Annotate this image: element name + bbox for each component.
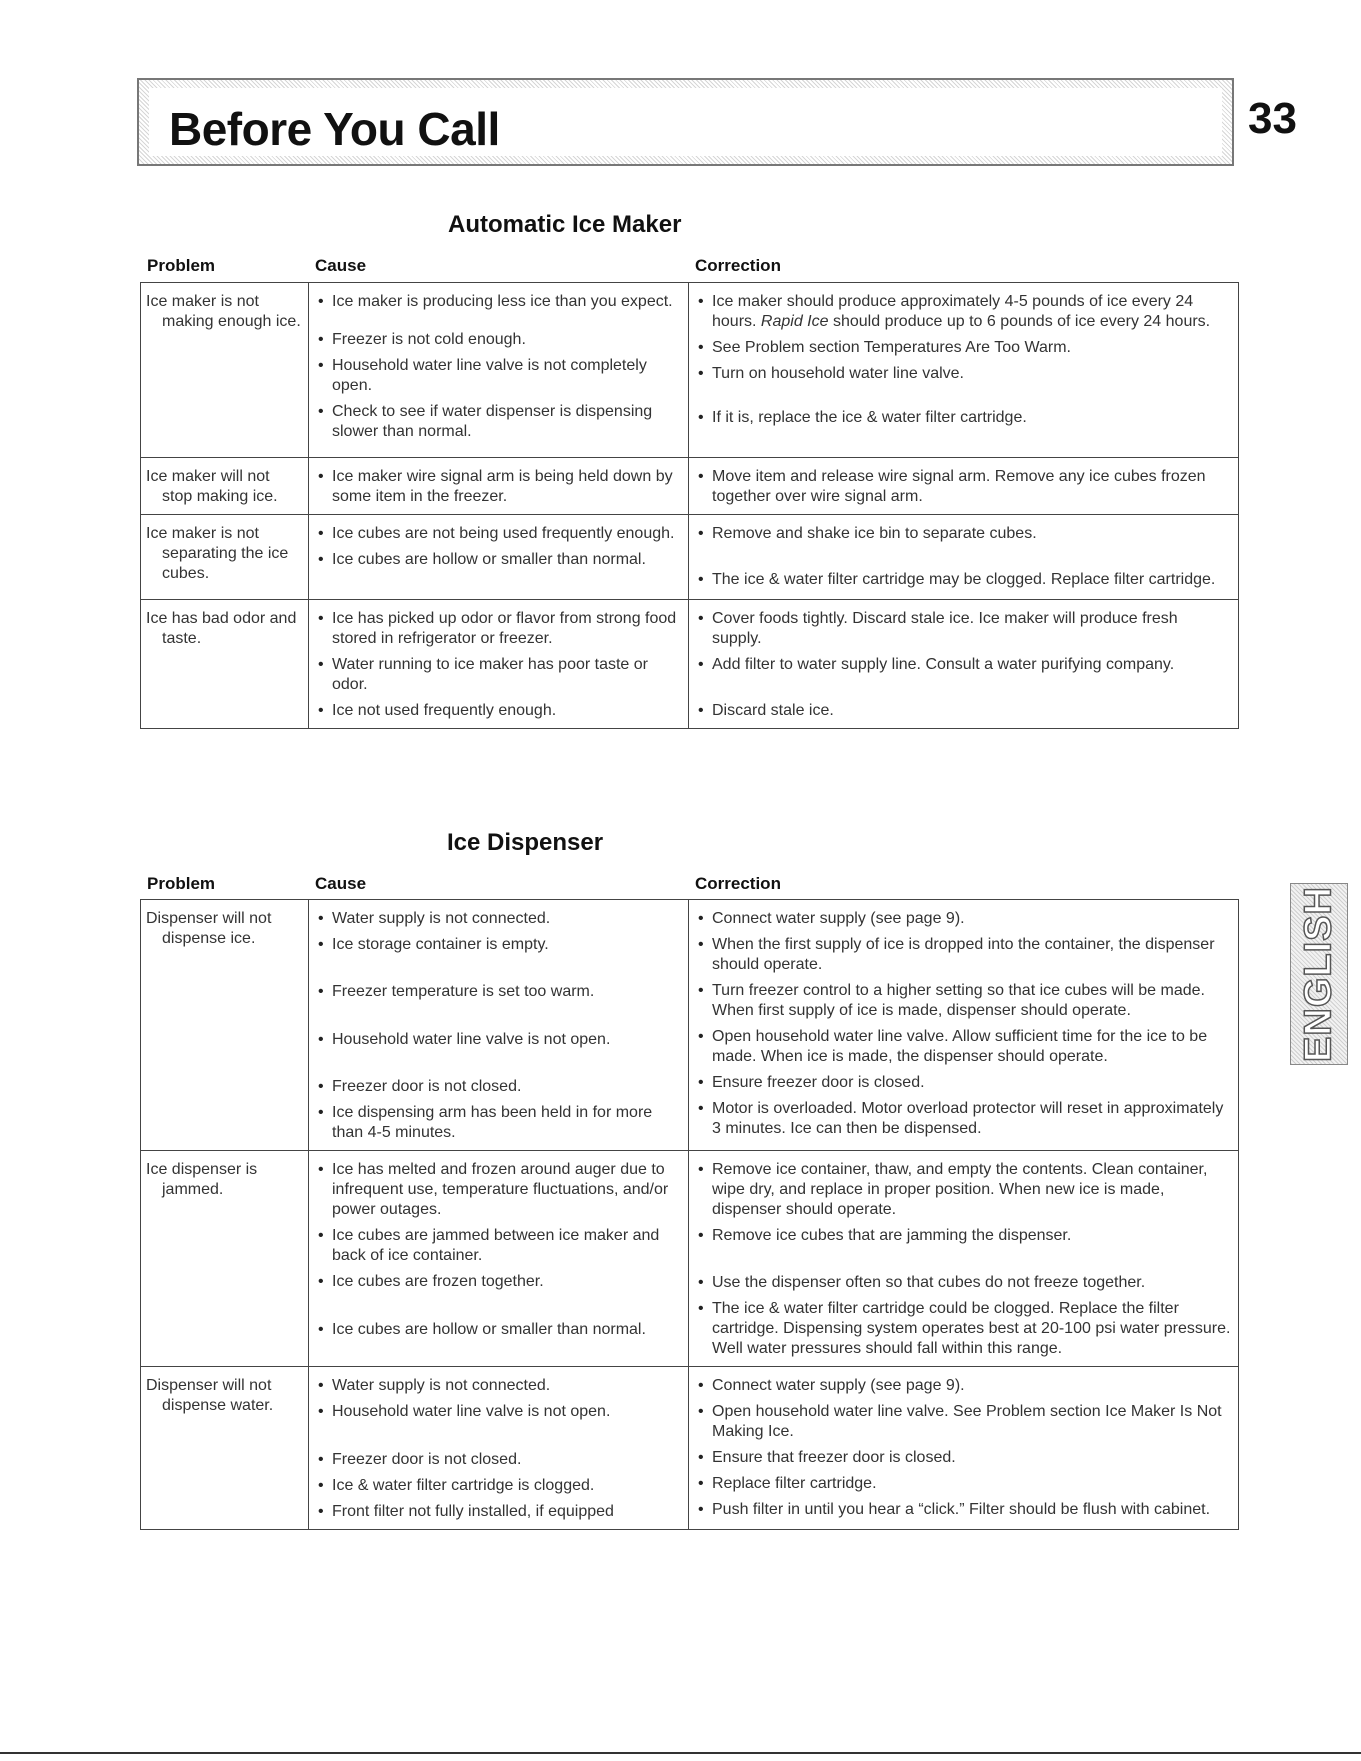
problem-text: Ice maker is not separating the ice cubes. — [146, 525, 289, 582]
cause-item: • Ice storage container is empty. — [316, 935, 681, 955]
cause-item: • Ice cubes are not being used frequently enough. — [316, 524, 681, 544]
page-number: 33 — [1248, 94, 1297, 143]
correction-text: should produce up to 6 pounds of ice every 24 hours. — [832, 313, 1211, 330]
ice-dispenser-table — [140, 899, 1239, 1530]
correction-cell — [689, 1151, 1239, 1367]
cause-item: • Water running to ice maker has poor taste or odor. — [316, 655, 681, 695]
cause-item: • Household water line valve is not open. — [316, 1030, 681, 1050]
table-row — [141, 458, 1239, 515]
cause-item: • Water supply is not connected. — [316, 1376, 681, 1396]
correction-item: • Turn on household water line valve. — [696, 364, 1231, 384]
correction-item: • Ensure freezer door is closed. — [696, 1073, 1231, 1093]
correction-item: • Use the dispenser often so that cubes do not freeze together. — [696, 1273, 1231, 1293]
cause-item: • Front filter not fully installed, if equipped — [316, 1502, 681, 1522]
cause-cell — [309, 900, 689, 1151]
correction-item: • Replace filter cartridge. — [696, 1474, 1231, 1494]
table-row — [141, 283, 1239, 458]
correction-item: • Remove ice container, thaw, and empty the contents. Clean container, wipe dry, and replace in proper position. When new ice is made, dispenser should operate. — [696, 1160, 1231, 1220]
page-header — [137, 78, 1234, 166]
cause-item: • Ice not used frequently enough. — [316, 701, 681, 721]
cause-cell — [309, 283, 689, 458]
correction-item: • Connect water supply (see page 9). — [696, 1376, 1231, 1396]
cause-item: • Ice maker is producing less ice than you expect. — [316, 292, 681, 312]
cause-item: • Ice cubes are hollow or smaller than normal. — [316, 550, 681, 570]
problem-text: Dispenser will not dispense ice. — [146, 910, 272, 947]
problem-cell — [141, 458, 309, 515]
table-row — [141, 600, 1239, 729]
correction-cell — [689, 600, 1239, 729]
language-tab-label: ENGLISH — [1297, 886, 1340, 1062]
correction-text: Ice maker should produce approximately 4-5 pounds of ice every 24 hours. — [712, 293, 1194, 330]
problem-cell — [141, 283, 309, 458]
table-row — [141, 1367, 1239, 1530]
cause-item: • Freezer door is not closed. — [316, 1077, 681, 1097]
cause-item: • Freezer door is not closed. — [316, 1450, 681, 1470]
correction-item: • Open household water line valve. See Problem section Ice Maker Is Not Making Ice. — [696, 1402, 1231, 1442]
correction-cell — [689, 458, 1239, 515]
cause-item: • Ice maker wire signal arm is being held down by some item in the freezer. — [316, 467, 681, 507]
rapid-ice-label: Rapid Ice — [760, 313, 829, 330]
cause-cell — [309, 1367, 689, 1530]
column-header-problem: Problem — [147, 874, 216, 893]
correction-item: • Ensure that freezer door is closed. — [696, 1448, 1231, 1468]
problem-text: Ice dispenser is jammed. — [146, 1161, 258, 1198]
correction-item: • Remove and shake ice bin to separate cubes. — [696, 524, 1231, 544]
problem-cell — [141, 600, 309, 729]
correction-item: • Turn freezer control to a higher setting so that ice cubes will be made. When first supply of ice is made, dispenser should operate. — [696, 981, 1231, 1021]
correction-cell — [689, 283, 1239, 458]
header-inner — [149, 88, 1222, 156]
correction-item: • Discard stale ice. — [696, 701, 1231, 721]
problem-text: Dispenser will not dispense water. — [146, 1377, 274, 1414]
cause-item: • Household water line valve is not open. — [316, 1402, 681, 1422]
section-title-ice-maker: Automatic Ice Maker — [448, 211, 682, 238]
cause-cell — [309, 1151, 689, 1367]
correction-item: • Move item and release wire signal arm. Remove any ice cubes frozen together over wire signal arm. — [696, 467, 1231, 507]
cause-item: • Ice cubes are frozen together. — [316, 1272, 681, 1292]
correction-item: • The ice & water filter cartridge could be clogged. Replace the filter cartridge. Dispensing system operates best at 20-100 psi water pressure. Well water pressures should fall within this range. — [696, 1299, 1231, 1359]
cause-item: • Ice has picked up odor or flavor from strong food stored in refrigerator or freezer. — [316, 609, 681, 649]
page-title: Before You Call — [169, 103, 500, 155]
correction-cell — [689, 1367, 1239, 1530]
correction-cell — [689, 900, 1239, 1151]
correction-item: • Open household water line valve. Allow sufficient time for the ice to be made. When ice is made, the dispenser should operate. — [696, 1027, 1231, 1067]
cause-item: • Ice has melted and frozen around auger due to infrequent use, temperature fluctuations, and/or power outages. — [316, 1160, 681, 1220]
correction-item: • The ice & water filter cartridge may be clogged. Replace filter cartridge. — [696, 570, 1231, 590]
column-header-cause: Cause — [315, 256, 367, 275]
column-header-correction: Correction — [695, 874, 781, 893]
correction-item: • Connect water supply (see page 9). — [696, 909, 1231, 929]
cause-item: • Ice cubes are hollow or smaller than normal. — [316, 1320, 681, 1340]
problem-cell — [141, 1151, 309, 1367]
cause-cell — [309, 600, 689, 729]
cause-item: • Household water line valve is not completely open. — [316, 356, 681, 396]
correction-item: • If it is, replace the ice & water filter cartridge. — [696, 408, 1231, 428]
correction-item: • Remove ice cubes that are jamming the dispenser. — [696, 1226, 1231, 1246]
correction-item — [696, 292, 1231, 332]
cause-item: • Ice & water filter cartridge is clogged. — [316, 1476, 681, 1496]
problem-text: Ice has bad odor and taste. — [146, 610, 297, 647]
section-title-ice-dispenser: Ice Dispenser — [447, 829, 604, 856]
problem-cell — [141, 900, 309, 1151]
problem-cell — [141, 515, 309, 600]
problem-text: Ice maker will not stop making ice. — [146, 468, 278, 505]
cause-cell — [309, 515, 689, 600]
cause-cell — [309, 458, 689, 515]
problem-text: Ice maker is not making enough ice. — [146, 293, 301, 330]
correction-item: • See Problem section Temperatures Are Too Warm. — [696, 338, 1231, 358]
correction-item: • When the first supply of ice is dropped into the container, the dispenser should operate. — [696, 935, 1231, 975]
column-header-correction: Correction — [695, 256, 781, 275]
table-row — [141, 1151, 1239, 1367]
cause-item: • Freezer is not cold enough. — [316, 330, 681, 350]
correction-item: • Motor is overloaded. Motor overload protector will reset in approximately 3 minutes. Ice can then be dispensed. — [696, 1099, 1231, 1139]
correction-item: • Add filter to water supply line. Consult a water purifying company. — [696, 655, 1231, 675]
correction-cell — [689, 515, 1239, 600]
cause-item: • Water supply is not connected. — [316, 909, 681, 929]
correction-item: • Push filter in until you hear a “click.” Filter should be flush with cabinet. — [696, 1500, 1231, 1520]
cause-item: • Check to see if water dispenser is dispensing slower than normal. — [316, 402, 681, 442]
cause-item: • Freezer temperature is set too warm. — [316, 982, 681, 1002]
column-header-cause: Cause — [315, 874, 367, 893]
table-row — [141, 515, 1239, 600]
problem-cell — [141, 1367, 309, 1530]
language-tab — [1290, 883, 1348, 1065]
correction-item: • Cover foods tightly. Discard stale ice. Ice maker will produce fresh supply. — [696, 609, 1231, 649]
bottom-rule — [0, 1752, 1361, 1754]
ice-maker-table — [140, 282, 1239, 729]
cause-item: • Ice dispensing arm has been held in for more than 4-5 minutes. — [316, 1103, 681, 1143]
table-row — [141, 900, 1239, 1151]
cause-item: • Ice cubes are jammed between ice maker and back of ice container. — [316, 1226, 681, 1266]
column-header-problem: Problem — [147, 256, 216, 275]
